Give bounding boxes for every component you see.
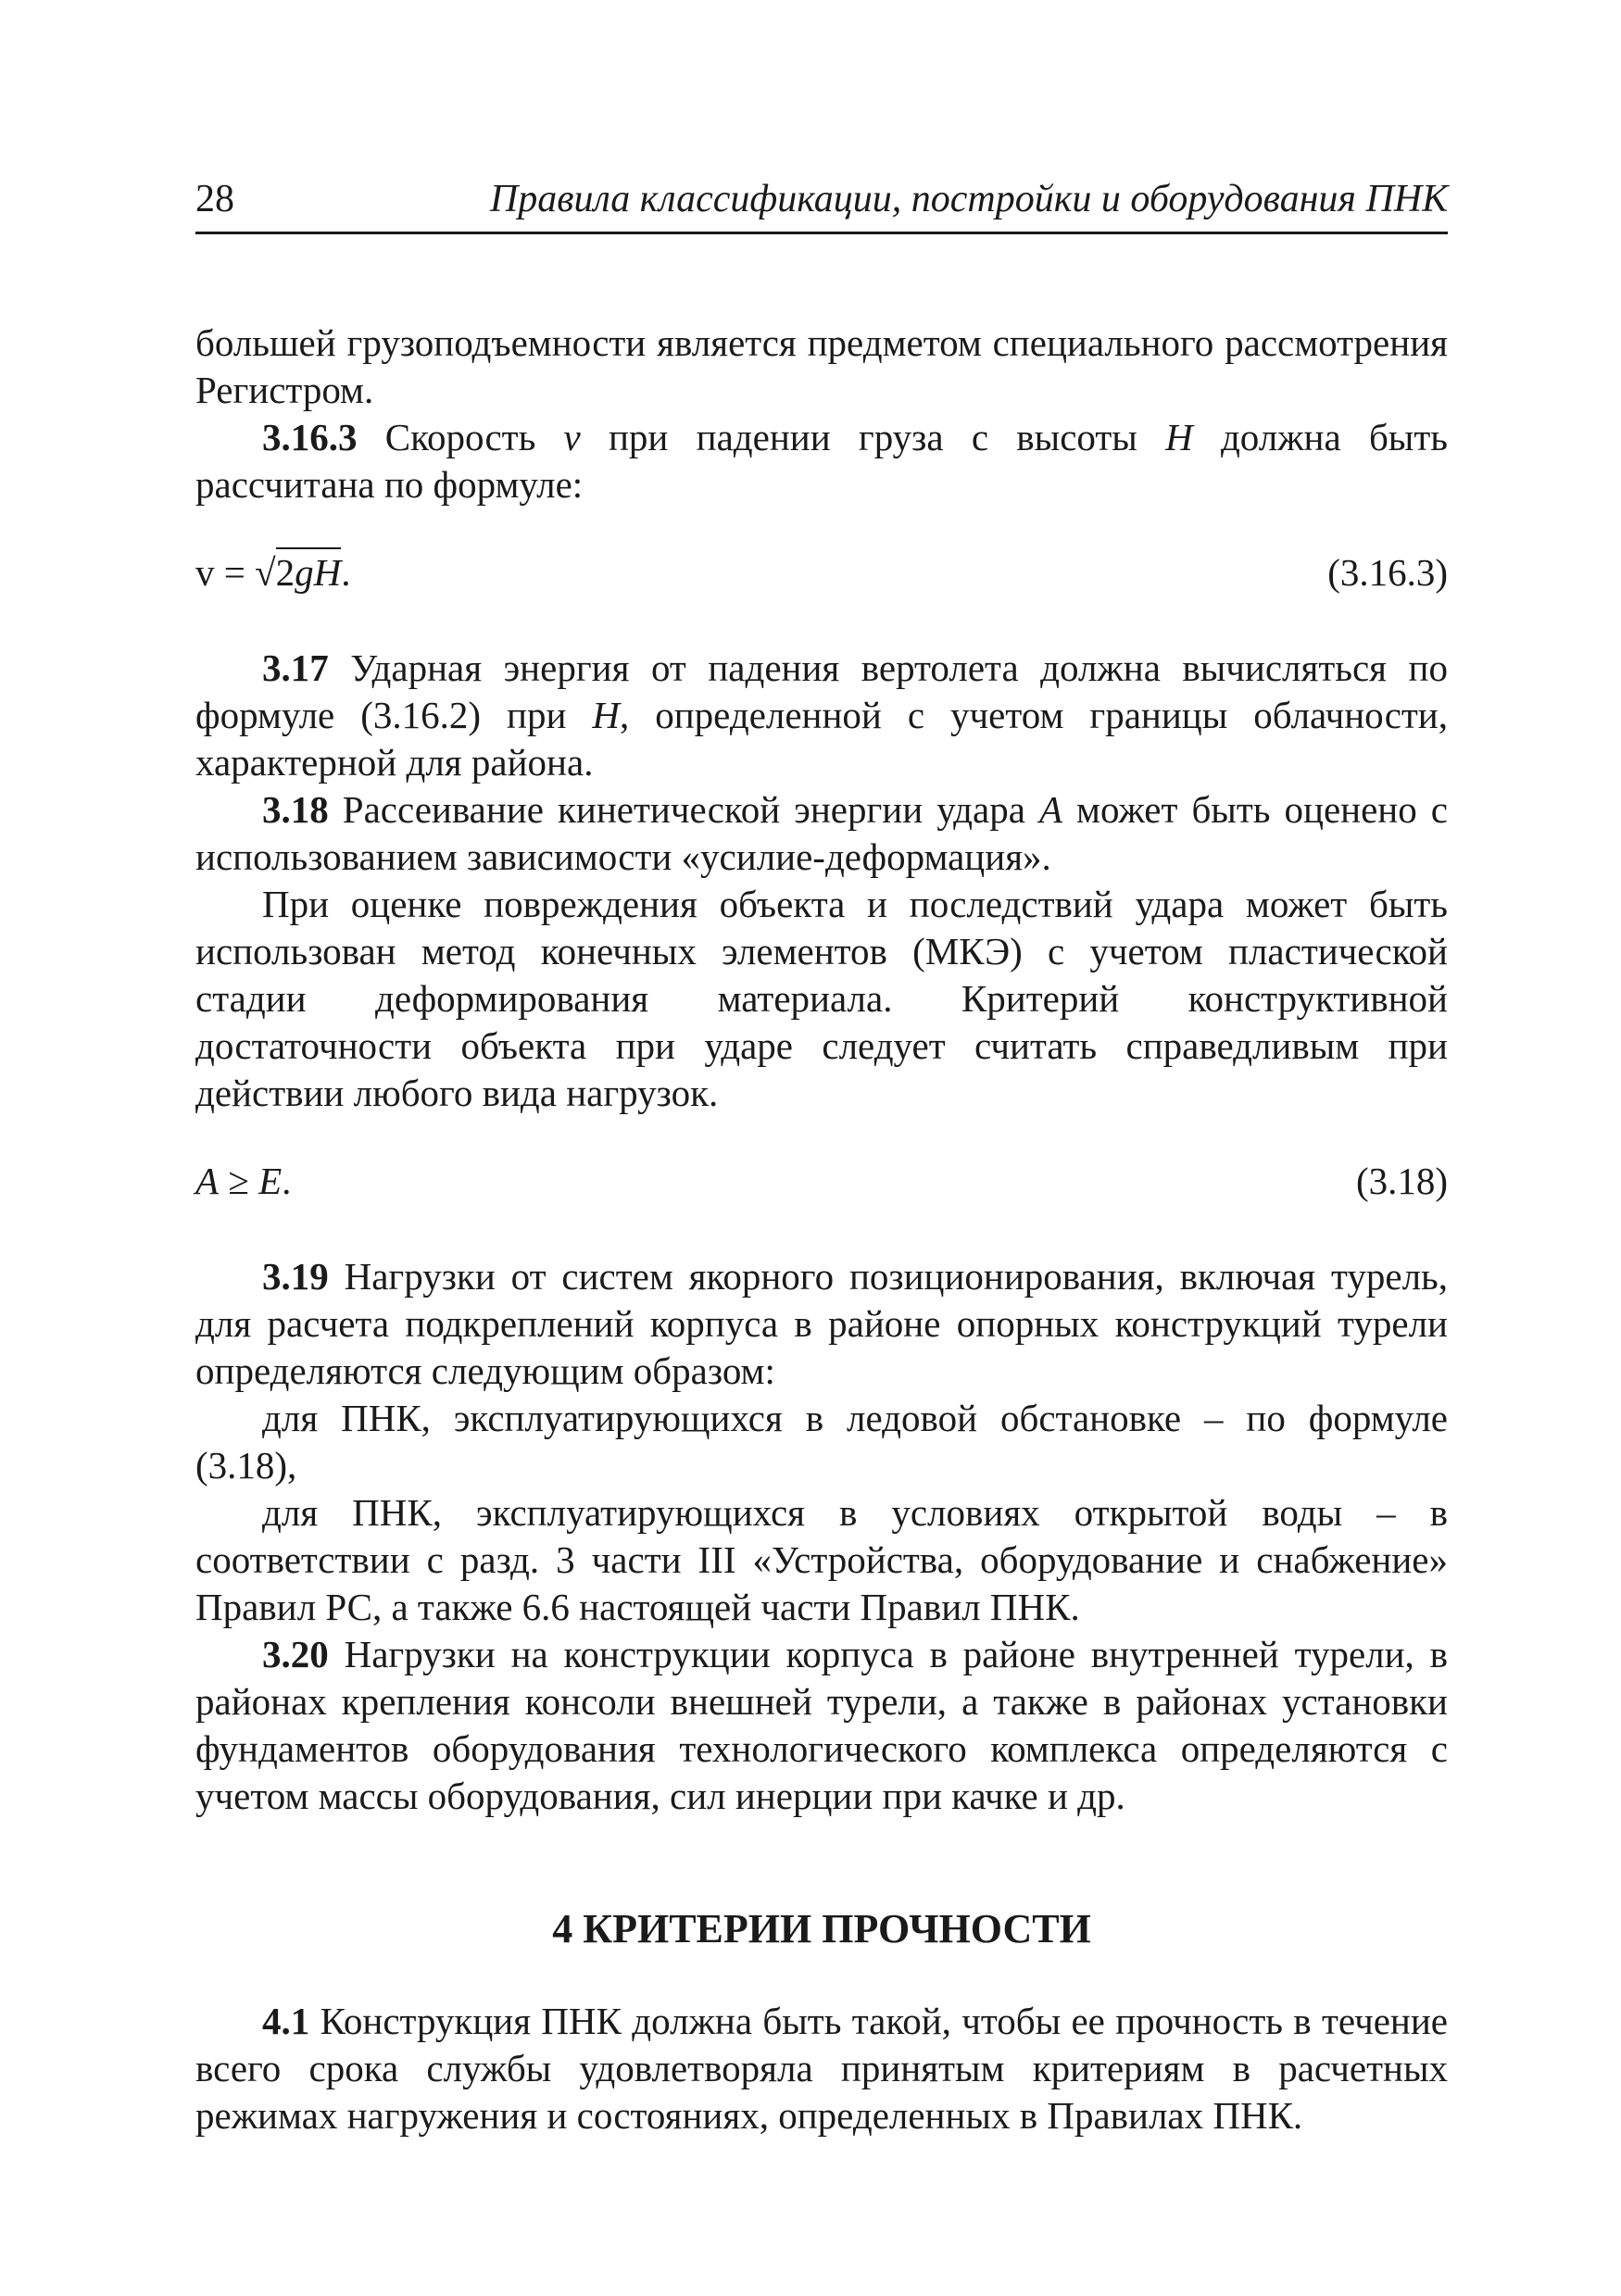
clause-number: 3.19 [262, 1255, 329, 1298]
paragraph-3-17: 3.17 Ударная энергия от падения вертолета должна вычисляться по формуле (3.16.2) при H, определенной с учетом границы облачности, характерной для района. [195, 646, 1448, 784]
paragraph-fem: При оценке повреждения объекта и последствий удара может быть использован метод конечных элементов (МКЭ) с учетом пластической стадии деформирования материала. Критерий конструктивной достаточности объекта при ударе следует считать справедливым при действии любого вида нагрузок. [195, 883, 1448, 1114]
paragraph-3-20: 3.20 Нагрузки на конструкции корпуса в районе внутренней турели, в районах крепления консоли внешней турели, а также в районах установки фундаментов оборудования технологического комплекса определяются с учетом массы оборудования, сил инерции при качке и др. [195, 1633, 1448, 1817]
clause-number: 3.16.3 [262, 416, 358, 458]
formula-number: (3.16.3) [1327, 551, 1448, 594]
clause-number: 4.1 [262, 2000, 310, 2042]
running-title: Правила классификации, постройки и оборудования ПНК [489, 178, 1448, 220]
formula-3-16-3 [195, 549, 1448, 596]
paragraph-4-1: 4.1 Конструкция ПНК должна быть такой, чтобы ее прочность в течение всего срока службы удовлетворяла принятым критериям в расчетных режимах нагружения и состояниях, определенных в Правилах ПНК. [195, 2000, 1448, 2137]
paragraph-3-18: 3.18 Рассеивание кинетической энергии удара A может быть оценено с использованием зависимости «усилие-деформация». [195, 788, 1448, 878]
clause-number: 3.20 [262, 1633, 329, 1675]
paragraph-3-19: 3.19 Нагрузки от систем якорного позиционирования, включая турель, для расчета подкреплений корпуса в районе опорных конструкций турели определяются следующим образом: [195, 1255, 1448, 1392]
paragraph-open-water: для ПНК, эксплуатирующихся в условиях открытой воды – в соответствии с разд. 3 части III «Устройства, оборудование и снабжение» Правил РС, а также 6.6 настоящей части Правил ПНК. [195, 1491, 1448, 1628]
formula-number: (3.18) [1355, 1160, 1448, 1202]
formula-expression: v = √2gH. [195, 549, 351, 596]
paragraph-ice: для ПНК, эксплуатирующихся в ледовой обстановке – по формуле (3.18), [195, 1397, 1448, 1487]
clause-number: 3.18 [262, 788, 329, 831]
clause-number: 3.17 [262, 646, 329, 689]
page-number: 28 [195, 178, 234, 220]
page-header [195, 176, 1448, 234]
formula-expression: A ≥ E. [195, 1160, 292, 1202]
section-title: 4 КРИТЕРИИ ПРОЧНОСТИ [552, 1906, 1091, 1951]
paragraph-continuation: большей грузоподъемности является предметом специального рассмотрения Регистром. [195, 321, 1448, 411]
paragraph-3-16-3: 3.16.3 Скорость v при падении груза с высоты H должна быть рассчитана по формуле: [195, 416, 1448, 506]
formula-3-18 [195, 1158, 1448, 1205]
page-body [195, 320, 1448, 2139]
sqrt-icon: √ [255, 551, 276, 594]
